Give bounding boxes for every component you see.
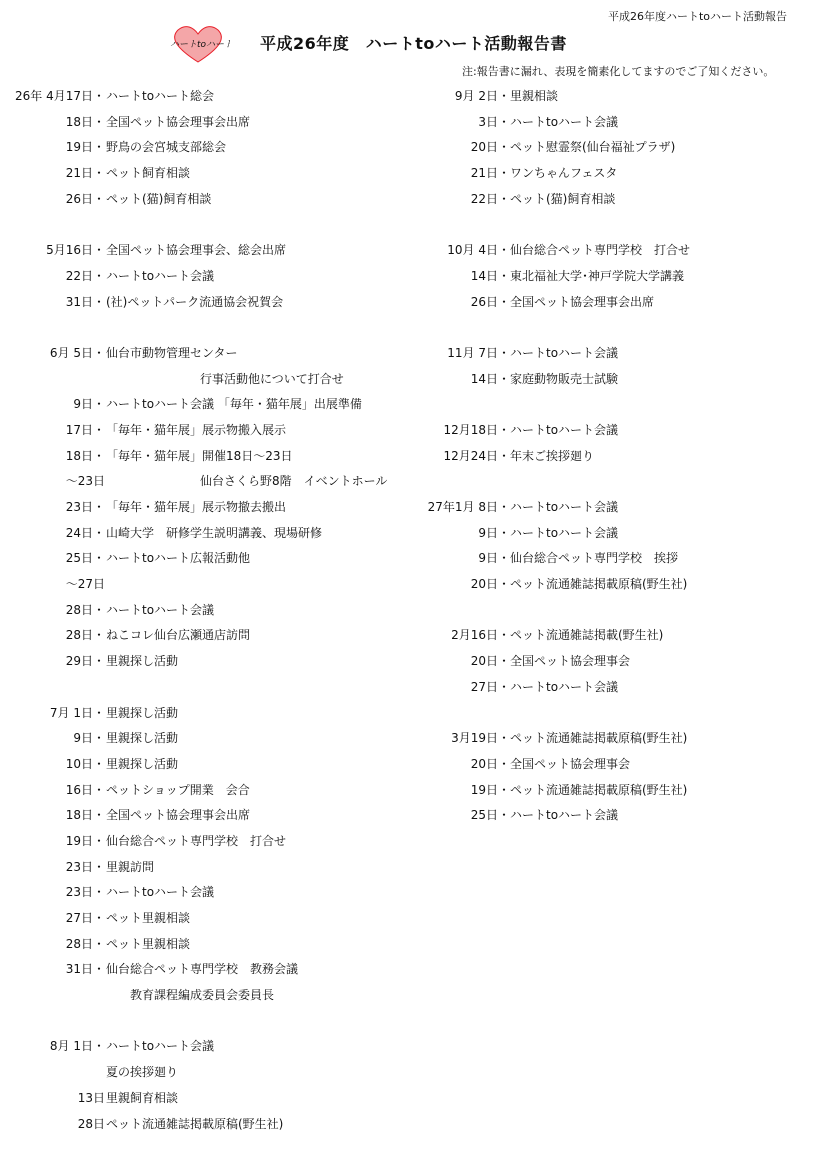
activity-text: 年末ご挨拶廻り [510,448,595,463]
activity-row [400,495,820,521]
activity-row [0,546,400,572]
activity-row [0,84,400,110]
activity-text: 「毎年・猫年展」展示物搬入展示 [106,422,287,437]
activity-text: (社)ペットパーク流通協会祝賀会 [106,294,284,309]
activity-row [400,187,820,213]
activity-row [0,1060,400,1086]
activity-row [0,932,400,958]
activity-row [0,752,400,778]
activity-row [0,906,400,932]
activity-text: 里親飼育相談 [106,1090,179,1105]
activity-row [0,392,400,418]
activity-text: ハートtoハート会議 [510,525,619,540]
activity-text: ペット(猫)飼育相談 [510,191,616,206]
activity-row [400,135,820,161]
activity-text: 仙台総合ペット専門学校 挨拶 [510,551,679,566]
activity-row [400,701,820,727]
activity-date: 28日 [77,1116,105,1131]
activity-row [0,778,400,804]
activity-date: 16日・ [65,782,105,797]
report-note: 注:報告書に漏れ、表現を簡素化してますのでご了知ください。 [462,65,775,78]
activity-row [400,418,820,444]
activity-date: 6月 5日・ [49,345,105,360]
activity-date: 8月 1日・ [49,1039,105,1054]
activity-row [0,957,400,983]
activity-row [400,623,820,649]
activity-row [0,855,400,881]
activity-date: 20日・ [470,577,510,592]
activity-date: 3月19日・ [451,731,510,746]
activity-date: ～23日 [65,474,105,489]
activity-date: 26日・ [65,191,105,206]
activity-date: 21日・ [65,166,105,181]
activity-row [0,290,400,316]
activity-row [0,367,400,393]
activity-row [0,572,400,598]
activity-row [400,161,820,187]
activity-date: 22日・ [65,268,105,283]
activity-text: ハートtoハート会議 [106,1039,215,1054]
activity-text: ペット流通雑誌掲載(野生社) [510,628,664,643]
activity-date: 9日・ [478,551,510,566]
activity-date: 20日・ [470,654,510,669]
activity-date: 26年 4月17日・ [15,89,105,103]
activity-text: 山崎大学 研修学生説明講義、現場研修 [106,525,323,540]
activity-text: 夏の挨拶廻り [106,1065,179,1080]
activity-text: 里親探し活動 [106,705,179,720]
activity-date: 9日・ [73,397,105,412]
activity-text: 里親相談 [510,89,559,103]
activity-row [0,726,400,752]
activity-text: ハートtoハート会議 [510,679,619,694]
activity-text: 全国ペット協会理事会出席 [510,294,655,309]
activity-text: 仙台市動物管理センター [106,345,238,360]
activity-text: 全国ペット協会理事会 [510,756,631,771]
activity-date: 9日・ [478,525,510,540]
activity-row [400,469,820,495]
activity-row [0,238,400,264]
activity-date: 21日・ [470,166,510,181]
activity-text: 里親訪問 [106,859,155,874]
activity-text: ペット流通雑誌掲載原稿(野生社) [510,577,688,592]
activity-row [400,238,820,264]
activity-row [0,135,400,161]
activity-date: 23日・ [65,500,105,514]
activity-row [400,726,820,752]
activity-date: 10日・ [65,756,105,771]
activity-text: 里親探し活動 [106,756,179,771]
activity-row [400,110,820,136]
activity-date: 24日・ [65,525,105,540]
activity-row [400,803,820,829]
activity-date: 28日・ [65,602,105,617]
activity-row [400,649,820,675]
activity-date: 18日・ [65,114,105,129]
activity-text: ハートtoハート会議 「毎年・猫年展」出展準備 [106,397,362,412]
activity-date: 14日・ [470,371,510,386]
activity-date: 31日・ [65,962,105,977]
activity-date: 9日・ [73,731,105,746]
activity-text: ハートtoハート会議 [510,422,619,437]
activity-row [0,623,400,649]
activity-row [0,418,400,444]
activity-date: 22日・ [470,191,510,206]
activity-date: 5月16日・ [46,243,105,258]
activity-date: 2月16日・ [451,628,510,643]
right-column [400,84,820,829]
activity-row [400,598,820,624]
activity-row [0,701,400,727]
activity-text: ペット流通雑誌掲載原稿(野生社) [510,782,688,797]
activity-row [0,315,400,341]
activity-date: 19日・ [65,140,105,155]
activity-text: 東北福祉大学･神戸学院大学講義 [510,268,685,283]
activity-date: 27年1月 8日・ [427,500,510,514]
activity-text: ペット慰霊祭(仙台福祉プラザ) [510,140,676,155]
activity-text: ハートtoハート会議 [510,345,619,360]
activity-row [0,983,400,1009]
activity-date: 20日・ [470,140,510,155]
activity-text: 全国ペット協会理事会 [510,654,631,669]
activity-text: 全国ペット協会理事会、総会出席 [106,243,287,258]
activity-row [400,367,820,393]
activity-date: 12月24日・ [443,448,510,463]
heart-logo [166,22,230,66]
activity-row [0,212,400,238]
activity-date: 28日・ [65,936,105,951]
activity-date: 13日 [77,1090,105,1105]
activity-text: ハートtoハート会議 [106,885,215,900]
activity-row [0,829,400,855]
activity-date: 20日・ [470,756,510,771]
activity-date: 23日・ [65,859,105,874]
activity-row [400,212,820,238]
activity-row [400,572,820,598]
activity-date: 14日・ [470,268,510,283]
activity-row [400,675,820,701]
activity-date: 10月 4日・ [447,243,510,258]
activity-row [0,187,400,213]
activity-date: 29日・ [65,654,105,669]
activity-date: 18日・ [65,808,105,823]
activity-row [0,495,400,521]
activity-text: ハートtoハート総会 [106,89,215,103]
activity-row [0,803,400,829]
activity-row [400,778,820,804]
activity-row [400,392,820,418]
activity-text: ハートtoハート広報活動他 [106,551,251,566]
activity-row [0,1009,400,1035]
activity-date: 23日・ [65,885,105,900]
activity-text: ねこコレ仙台広瀬通店訪問 [106,628,251,643]
activity-date: 31日・ [65,294,105,309]
activity-row [400,444,820,470]
left-column [0,84,400,1137]
activity-row [0,1086,400,1112]
activity-date: ～27日 [65,577,105,592]
activity-text: 家庭動物販売士試験 [510,371,619,386]
activity-row [0,880,400,906]
activity-row [0,675,400,701]
activity-text: 全国ペット協会理事会出席 [106,808,251,823]
activity-text: ハートtoハート会議 [510,500,619,514]
activity-text: ペットショップ開業 会合 [106,782,250,797]
activity-date: 9月 2日・ [454,89,510,103]
activity-text: ハートtoハート会議 [106,268,215,283]
logo-text: ハートtoハート [170,40,230,50]
activity-row [400,290,820,316]
activity-text: ハートtoハート会議 [106,602,215,617]
page-title: 平成26年度 ハートtoハート活動報告書 [260,34,567,53]
activity-row [400,341,820,367]
activity-date: 28日・ [65,628,105,643]
activity-text: 里親探し活動 [106,654,179,669]
activity-text: ペット流通雑誌掲載原稿(野生社) [510,731,688,746]
activity-text: ハートtoハート会議 [510,808,619,823]
activity-row [400,264,820,290]
activity-text: ペット(猫)飼育相談 [106,191,212,206]
activity-date: 27日・ [65,911,105,925]
activity-date: 7月 1日・ [49,705,105,720]
activity-text: ワンちゃんフェスタ [510,166,618,181]
activity-text: 野鳥の会宮城支部総会 [106,140,227,155]
activity-text: ハートtoハート会議 [510,114,619,129]
activity-text: ペット里親相談 [106,911,191,925]
activity-date: 19日・ [470,782,510,797]
header-running-title: 平成26年度ハートtoハート活動報告 [607,10,787,23]
activity-row [0,598,400,624]
activity-continuation: 仙台さくら野8階 イベントホール [200,474,388,489]
activity-date: 17日・ [65,422,105,437]
activity-text: 仙台総合ペット専門学校 打合せ [106,833,287,848]
activity-date: 11月 7日・ [447,345,510,360]
activity-text: 仙台総合ペット専門学校 教務会議 [106,962,299,977]
activity-date: 19日・ [65,833,105,848]
activity-date: 27日・ [470,679,510,694]
activity-row [0,469,400,495]
activity-text: 仙台総合ペット専門学校 打合せ [510,243,691,258]
activity-date: 3日・ [478,114,510,129]
activity-row [0,521,400,547]
activity-date: 12月18日・ [443,422,510,437]
activity-row [0,264,400,290]
activity-date: 25日・ [470,808,510,823]
activity-text: ペット飼育相談 [106,166,191,181]
activity-row [0,110,400,136]
activity-text: ペット流通雑誌掲載原稿(野生社) [106,1116,284,1131]
activity-row [0,1112,400,1138]
activity-row [0,649,400,675]
activity-text: 「毎年・猫年展」開催18日～23日 [106,448,293,463]
activity-row [0,161,400,187]
activity-text: ペット里親相談 [106,936,191,951]
activity-date: 25日・ [65,551,105,566]
activity-row [400,315,820,341]
activity-row [0,341,400,367]
activity-row [400,521,820,547]
activity-date: 18日・ [65,448,105,463]
activity-row [400,752,820,778]
activity-text: 「毎年・猫年展」展示物撤去搬出 [106,500,287,514]
activity-continuation: 教育課程編成委員会委員長 [130,988,275,1003]
activity-text: 里親探し活動 [106,731,179,746]
activity-row [0,444,400,470]
activity-row [400,546,820,572]
activity-continuation: 行事活動他について打合せ [200,371,344,386]
activity-row [400,84,820,110]
activity-text: 全国ペット協会理事会出席 [106,114,251,129]
activity-row [0,1034,400,1060]
activity-date: 26日・ [470,294,510,309]
